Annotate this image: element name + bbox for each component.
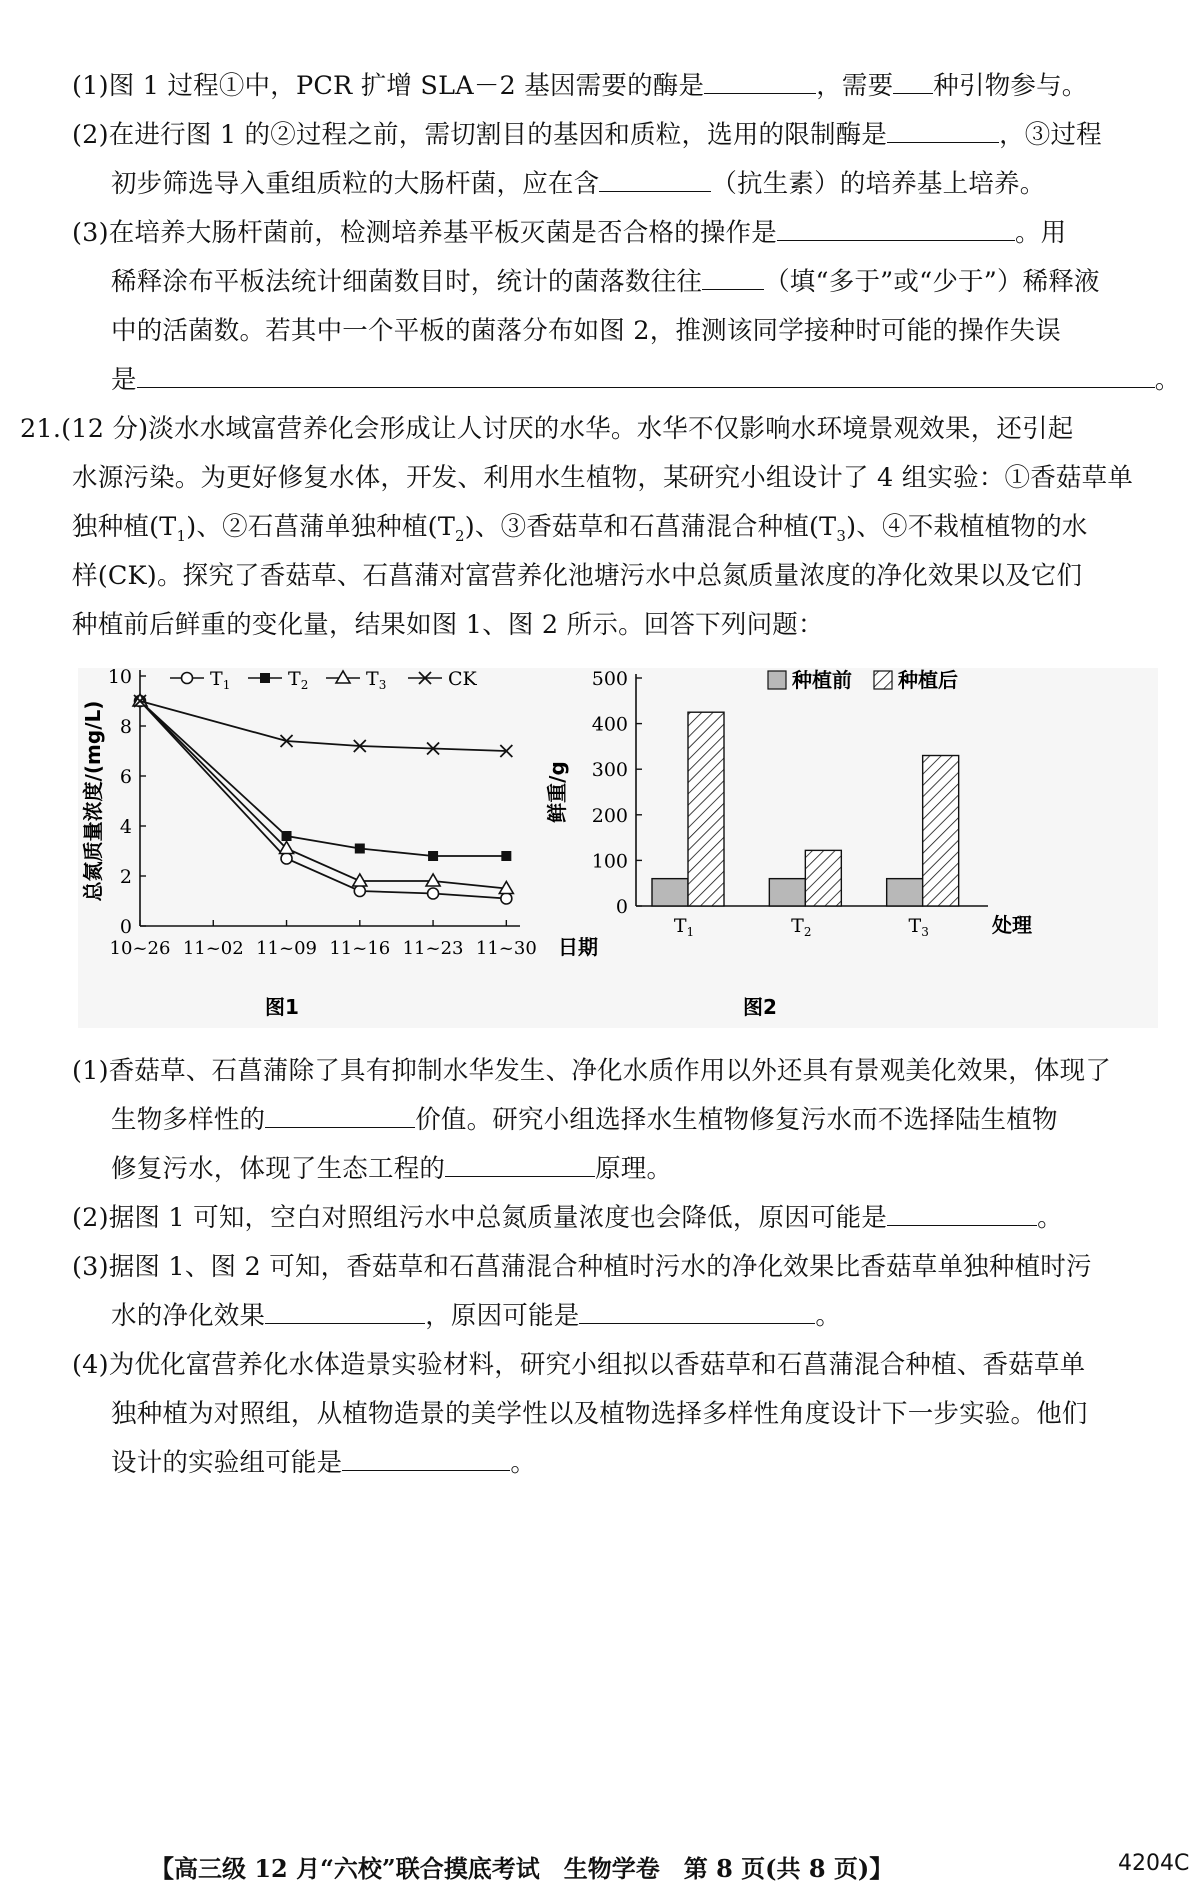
text: 修复污水，体现了生态工程的 (111, 1154, 446, 1184)
q21-intro-l4 (72, 552, 1082, 601)
bar-after (923, 756, 959, 906)
legend-label: $T_2$ (288, 668, 309, 692)
y-tick-label: 6 (119, 766, 132, 788)
text: 中的活菌数。若其中一个平板的菌落分布如图 2，推测该同学接种时可能的操作失误 (111, 316, 1061, 346)
q21-sub1-l3 (111, 1145, 672, 1194)
text: 生物多样性的 (111, 1105, 266, 1135)
data-point-t3 (426, 874, 440, 886)
data-point-t3 (353, 874, 367, 886)
answer-blank[interactable] (265, 1101, 415, 1128)
q20-sub3-l4 (111, 356, 1180, 405)
text: 。用 (1014, 218, 1067, 248)
answer-blank[interactable] (704, 67, 816, 94)
text: (2)在进行图 1 的②过程之前，需切割目的基因和质粒，选用的限制酶是 (72, 120, 888, 150)
answer-blank[interactable] (342, 1444, 510, 1471)
x-axis-title: 处理 (992, 913, 1032, 937)
answer-blank[interactable] (599, 165, 711, 192)
y-tick-label: 0 (615, 896, 628, 918)
x-axis-title: 日期 (558, 935, 598, 959)
y-tick-label: 2 (119, 866, 132, 888)
bar-after (805, 850, 841, 906)
text: 水的净化效果 (111, 1301, 266, 1331)
answer-blank[interactable] (137, 361, 1155, 388)
data-point-t2 (355, 844, 365, 854)
text: 。 (1037, 1203, 1063, 1233)
x-tick-label: 11~09 (256, 938, 317, 959)
text: 种植前后鲜重的变化量，结果如图 1、图 2 所示。回答下列问题： (72, 610, 824, 640)
legend-marker (336, 671, 350, 683)
text: 原理。 (595, 1154, 673, 1184)
answer-blank[interactable] (579, 1297, 815, 1324)
series-line-t3 (140, 701, 506, 889)
text: 水源污染。为更好修复水体，开发、利用水生植物，某研究小组设计了 4 组实验：①香菇草单 (72, 463, 1134, 493)
figure-caption: 图1 (265, 995, 299, 1019)
q21-sub2 (72, 1194, 1063, 1243)
data-point-t2 (501, 851, 511, 861)
page-footer: 【高三级 12 月“六校”联合摸底考试 生物学卷 第 8 页(共 8 页)】 (150, 1854, 894, 1883)
q21-sub1-l2 (111, 1096, 1058, 1145)
bar-before (769, 879, 805, 906)
subscript: 3 (836, 527, 847, 546)
q21-sub3-l1 (72, 1243, 1092, 1292)
q20-sub3-l2 (111, 258, 1100, 307)
bar-after (688, 712, 724, 906)
data-point-t1 (501, 893, 512, 904)
y-tick-label: 200 (591, 804, 628, 827)
y-tick-label: 8 (119, 716, 132, 738)
y-tick-label: 0 (119, 916, 132, 938)
text: (3)在培养大肠杆菌前，检测培养基平板灭菌是否合格的操作是 (72, 218, 777, 248)
y-tick-label: 400 (591, 713, 628, 736)
series-line-t1 (140, 701, 506, 899)
answer-blank[interactable] (702, 263, 764, 290)
y-tick-label: 4 (119, 816, 132, 838)
answer-blank[interactable] (777, 214, 1015, 241)
text: (1)香菇草、石菖蒲除了具有抑制水华发生、净化水质作用以外还具有景观美化效果，体现了 (72, 1056, 1112, 1086)
text: ，需要 (816, 71, 894, 101)
q21-intro-l2 (72, 454, 1133, 503)
text: ，原因可能是 (425, 1301, 580, 1331)
legend-label: CK (448, 668, 477, 690)
x-tick-label: $T_1$ (673, 915, 695, 939)
text: )、②石菖蒲单独种植(T (186, 512, 456, 542)
text: 21.(12 分)淡水水域富营养化会形成让人讨厌的水华。水华不仅影响水环境景观效果，还引起 (20, 414, 1074, 444)
series-line-t2 (140, 701, 506, 856)
text: 独种植(T (72, 512, 177, 542)
data-point-t2 (282, 831, 292, 841)
legend-label: $T_1$ (210, 668, 231, 692)
y-axis-title: 鲜重/g (545, 761, 569, 823)
answer-blank[interactable] (893, 67, 933, 94)
x-tick-label: $T_2$ (791, 915, 812, 939)
bar-before (887, 879, 923, 906)
q21-sub4-l2 (111, 1390, 1088, 1439)
legend-swatch-before (768, 671, 786, 689)
data-point-t1 (281, 853, 292, 864)
y-axis-title: 总氮质量浓度/(mg/L) (81, 700, 105, 902)
legend-label: 种植前 (792, 668, 852, 692)
text: 设计的实验组可能是 (111, 1448, 343, 1478)
legend-label: $T_3$ (366, 668, 387, 692)
q20-sub3-l1 (72, 209, 1066, 258)
answer-blank[interactable] (887, 1199, 1037, 1226)
text: （填“多于”或“少于”）稀释液 (764, 267, 1100, 297)
text: )、④不栽植植物的水 (846, 512, 1088, 542)
answer-blank[interactable] (887, 116, 999, 143)
legend-swatch-after (874, 671, 892, 689)
legend-marker (182, 673, 193, 684)
x-tick-label: $T_3$ (908, 915, 929, 939)
text: 独种植为对照组，从植物造景的美学性以及植物选择多样性角度设计下一步实验。他们 (111, 1399, 1088, 1429)
text: ，③过程 (999, 120, 1102, 150)
q20-sub1 (72, 62, 1088, 111)
data-point-t1 (428, 888, 439, 899)
text: 。 (1154, 365, 1181, 395)
text: 是 (111, 365, 137, 395)
text: 种引物参与。 (933, 71, 1088, 101)
text: 。 (510, 1448, 537, 1478)
bar-before (652, 879, 688, 906)
series-line-ck (140, 701, 506, 751)
text: 。 (815, 1301, 842, 1331)
data-point-t2 (428, 851, 438, 861)
text: )、③香菇草和石菖蒲混合种植(T (464, 512, 837, 542)
q21-sub1-l1 (72, 1047, 1111, 1096)
x-tick-label: 10~26 (109, 938, 171, 959)
text: (2)据图 1 可知，空白对照组污水中总氮质量浓度也会降低，原因可能是 (72, 1203, 888, 1233)
text: 样(CK)。探究了香菇草、石菖蒲对富营养化池塘污水中总氮质量浓度的净化效果以及它们 (72, 561, 1083, 591)
text: (3)据图 1、图 2 可知，香菇草和石菖蒲混合种植时污水的净化效果比香菇草单独种植时污 (72, 1252, 1092, 1282)
text: (1)图 1 过程①中，PCR 扩增 SLA－2 基因需要的酶是 (72, 71, 705, 101)
x-tick-label: 11~30 (475, 938, 537, 959)
y-tick-label: 500 (591, 668, 628, 690)
text: (4)为优化富营养化水体造景实验材料，研究小组拟以香菇草和石菖蒲混合种植、香菇草单 (72, 1350, 1086, 1380)
q20-sub2-l2 (111, 160, 1045, 209)
subscript: 1 (176, 527, 187, 546)
text: 价值。研究小组选择水生植物修复污水而不选择陆生植物 (415, 1105, 1058, 1135)
x-tick-label: 11~02 (182, 938, 244, 959)
paper-code: 4204C (1118, 1851, 1190, 1876)
text: （抗生素）的培养基上培养。 (711, 169, 1046, 199)
answer-blank[interactable] (445, 1150, 595, 1177)
subscript: 2 (455, 527, 465, 546)
q21-sub4-l1 (72, 1341, 1085, 1390)
figures-svg (78, 668, 1158, 1028)
data-point-t1 (354, 886, 365, 897)
x-tick-label: 11~16 (329, 938, 391, 959)
q21-intro-l5 (72, 601, 824, 650)
x-tick-label: 11~23 (402, 938, 464, 959)
text: 稀释涂布平板法统计细菌数目时，统计的菌落数往往 (111, 267, 703, 297)
y-tick-label: 100 (591, 850, 628, 873)
answer-blank[interactable] (265, 1297, 425, 1324)
legend-label: 种植后 (898, 668, 958, 692)
legend-marker (260, 673, 270, 683)
q20-sub2-l1 (72, 111, 1102, 160)
y-tick-label: 300 (591, 759, 628, 782)
figure-panel (78, 668, 1158, 1028)
q21-intro-l1 (20, 405, 1074, 454)
q20-sub3-l3 (111, 307, 1061, 356)
text: 初步筛选导入重组质粒的大肠杆菌，应在含 (111, 169, 600, 199)
y-tick-label: 10 (107, 668, 132, 688)
figure-caption: 图2 (743, 995, 777, 1019)
q21-sub4-l3 (111, 1439, 536, 1488)
q21-sub3-l2 (111, 1292, 841, 1341)
